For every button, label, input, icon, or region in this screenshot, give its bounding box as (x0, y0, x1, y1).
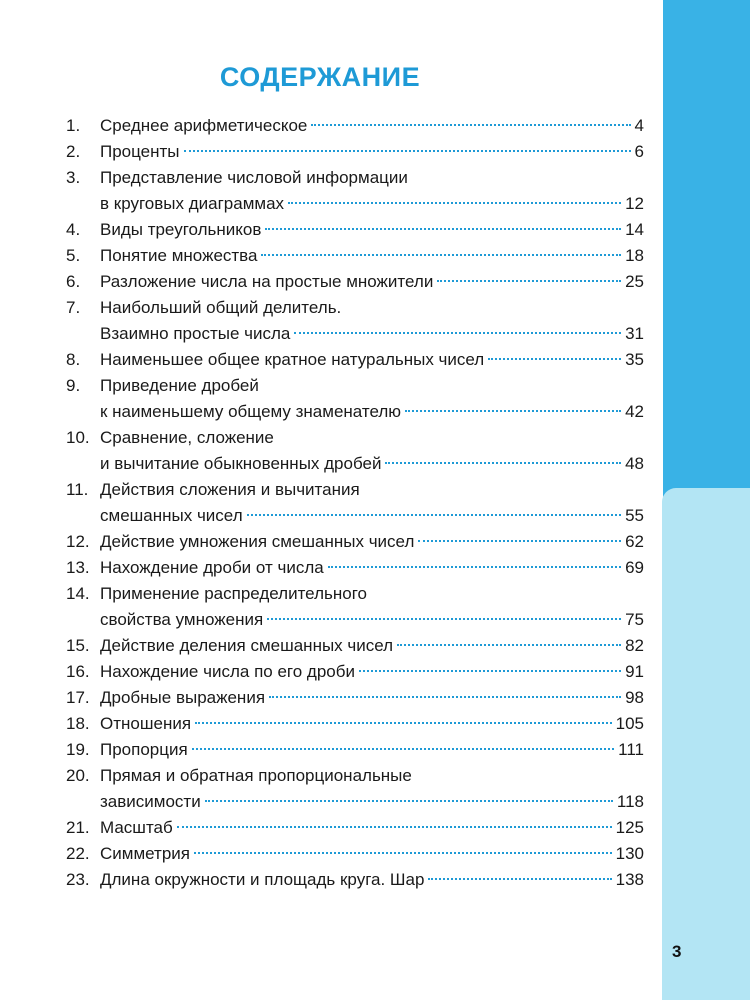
toc-entry-page: 4 (634, 116, 644, 135)
dot-leader (195, 722, 612, 724)
toc-entry-title: Симметрия (100, 844, 190, 863)
toc-entry[interactable] (66, 867, 644, 893)
toc-entry-title: в круговых диаграммах (100, 194, 285, 213)
toc-entry[interactable] (66, 737, 644, 763)
toc-entry-title: Длина окружности и площадь круга. Шар (100, 870, 425, 889)
toc-entry[interactable] (66, 165, 644, 217)
dot-leader (247, 514, 621, 516)
toc-entry-page: 130 (615, 844, 644, 863)
toc-entry[interactable] (66, 841, 644, 867)
toc-entry-page: 48 (625, 454, 644, 473)
toc-entry-page: 75 (625, 610, 644, 629)
toc-entry[interactable] (66, 295, 644, 347)
toc-entry-title: зависимости (100, 792, 201, 811)
dot-leader (359, 670, 621, 672)
toc-entry-title: Понятие множества (100, 246, 258, 265)
toc-entry-title: Отношения (100, 714, 192, 733)
toc-entry-page: 55 (625, 506, 644, 525)
toc-entry-title: Действия сложения и вычитания (100, 480, 360, 499)
dot-leader (328, 566, 621, 568)
toc-entry-page: 82 (625, 636, 644, 655)
toc-entry-page: 12 (625, 194, 644, 213)
toc-entry-page: 91 (625, 662, 644, 681)
toc-entry-page: 98 (625, 688, 644, 707)
toc-entry-number: 2. (66, 142, 81, 161)
toc-entry[interactable] (66, 763, 644, 815)
toc-entry-title: Взаимно простые числа (100, 324, 291, 343)
toc-entry-page: 111 (618, 740, 644, 759)
toc-entry-title: Нахождение числа по его дроби (100, 662, 355, 681)
dot-leader (405, 410, 621, 412)
toc-entry-page: 69 (625, 558, 644, 577)
toc-entry[interactable] (66, 685, 644, 711)
toc-entry[interactable] (66, 269, 644, 295)
toc-entry[interactable] (66, 347, 644, 373)
toc-entry-page: 138 (615, 870, 644, 889)
toc-entry[interactable] (66, 217, 644, 243)
toc-entry-number: 14. (66, 584, 90, 603)
dot-leader (397, 644, 621, 646)
toc-entry[interactable] (66, 373, 644, 425)
toc-entry-title: Представление числовой информации (100, 168, 408, 187)
dot-leader (261, 254, 621, 256)
table-of-contents (66, 113, 644, 893)
toc-entry-number: 21. (66, 818, 90, 837)
toc-entry[interactable] (66, 139, 644, 165)
toc-entry[interactable] (66, 581, 644, 633)
toc-entry-number: 3. (66, 168, 81, 187)
toc-entry-number: 22. (66, 844, 90, 863)
toc-entry-number: 4. (66, 220, 81, 239)
toc-entry-page: 125 (615, 818, 644, 837)
toc-entry-page: 6 (634, 142, 644, 161)
toc-entry[interactable] (66, 711, 644, 737)
toc-entry-title: Действие деления смешанных чисел (100, 636, 394, 655)
toc-entry-number: 20. (66, 766, 90, 785)
toc-entry-title: Сравнение, сложение (100, 428, 274, 447)
dot-leader (385, 462, 621, 464)
toc-entry-number: 17. (66, 688, 90, 707)
toc-entry-title: Пропорция (100, 740, 188, 759)
toc-entry-title: и вычитание обыкновенных дробей (100, 454, 382, 473)
toc-entry-number: 8. (66, 350, 81, 369)
toc-entry-title: Разложение числа на простые множители (100, 272, 434, 291)
toc-entry-number: 16. (66, 662, 90, 681)
toc-entry-number: 15. (66, 636, 90, 655)
dot-leader (205, 800, 613, 802)
toc-entry-title: Нахождение дроби от числа (100, 558, 324, 577)
page-title: СОДЕРЖАНИЕ (219, 62, 421, 92)
toc-entry-number: 12. (66, 532, 90, 551)
toc-entry-page: 14 (625, 220, 644, 239)
toc-entry-page: 62 (625, 532, 644, 551)
toc-entry-title: Прямая и обратная пропорциональные (100, 766, 412, 785)
toc-entry-number: 7. (66, 298, 81, 317)
toc-entry-number: 18. (66, 714, 90, 733)
toc-entry[interactable] (66, 425, 644, 477)
dot-leader (437, 280, 621, 282)
page-number: 3 (672, 942, 682, 961)
dot-leader (418, 540, 621, 542)
toc-entry-page: 35 (625, 350, 644, 369)
toc-entry-number: 19. (66, 740, 90, 759)
toc-entry-number: 13. (66, 558, 90, 577)
toc-entry-number: 1. (66, 116, 81, 135)
toc-entry[interactable] (66, 659, 644, 685)
toc-entry[interactable] (66, 633, 644, 659)
dot-leader (288, 202, 621, 204)
dot-leader (488, 358, 621, 360)
toc-entry[interactable] (66, 243, 644, 269)
toc-entry-title: Применение распределительного (100, 584, 367, 603)
toc-entry-title: Наименьшее общее кратное натуральных чисел (100, 350, 485, 369)
toc-entry[interactable] (66, 555, 644, 581)
toc-entry-title: смешанных чисел (100, 506, 243, 525)
toc-entry-number: 10. (66, 428, 90, 447)
toc-entry-title: Дробные выражения (100, 688, 266, 707)
toc-entry-title: Проценты (100, 142, 180, 161)
toc-entry-title: к наименьшему общему знаменателю (100, 402, 402, 421)
toc-entry-title: Виды треугольников (100, 220, 262, 239)
toc-entry-page: 42 (625, 402, 644, 421)
toc-entry-number: 23. (66, 870, 90, 889)
toc-entry-page: 25 (625, 272, 644, 291)
dot-leader (194, 852, 612, 854)
dot-leader (269, 696, 621, 698)
toc-entry-title: свойства умножения (100, 610, 264, 629)
toc-entry[interactable] (66, 113, 644, 139)
toc-entry-number: 11. (66, 480, 89, 499)
side-page-tab (662, 488, 750, 1000)
toc-entry-title: Действие умножения смешанных чисел (100, 532, 415, 551)
dot-leader (177, 826, 612, 828)
toc-entry[interactable] (66, 529, 644, 555)
dot-leader (267, 618, 621, 620)
dot-leader (184, 150, 631, 152)
dot-leader (192, 748, 614, 750)
dot-leader (428, 878, 611, 880)
toc-entry[interactable] (66, 477, 644, 529)
toc-entry-number: 9. (66, 376, 81, 395)
toc-entry-page: 31 (625, 324, 644, 343)
dot-leader (294, 332, 621, 334)
toc-entry-page: 18 (625, 246, 644, 265)
toc-entry[interactable] (66, 815, 644, 841)
toc-entry-title: Наибольший общий делитель. (100, 298, 342, 317)
toc-entry-page: 105 (615, 714, 644, 733)
toc-entry-title: Среднее арифметическое (100, 116, 308, 135)
toc-entry-number: 5. (66, 246, 81, 265)
toc-entry-number: 6. (66, 272, 81, 291)
dot-leader (265, 228, 621, 230)
toc-entry-title: Приведение дробей (100, 376, 259, 395)
dot-leader (311, 124, 630, 126)
toc-entry-title: Масштаб (100, 818, 173, 837)
toc-entry-page: 118 (616, 792, 644, 811)
